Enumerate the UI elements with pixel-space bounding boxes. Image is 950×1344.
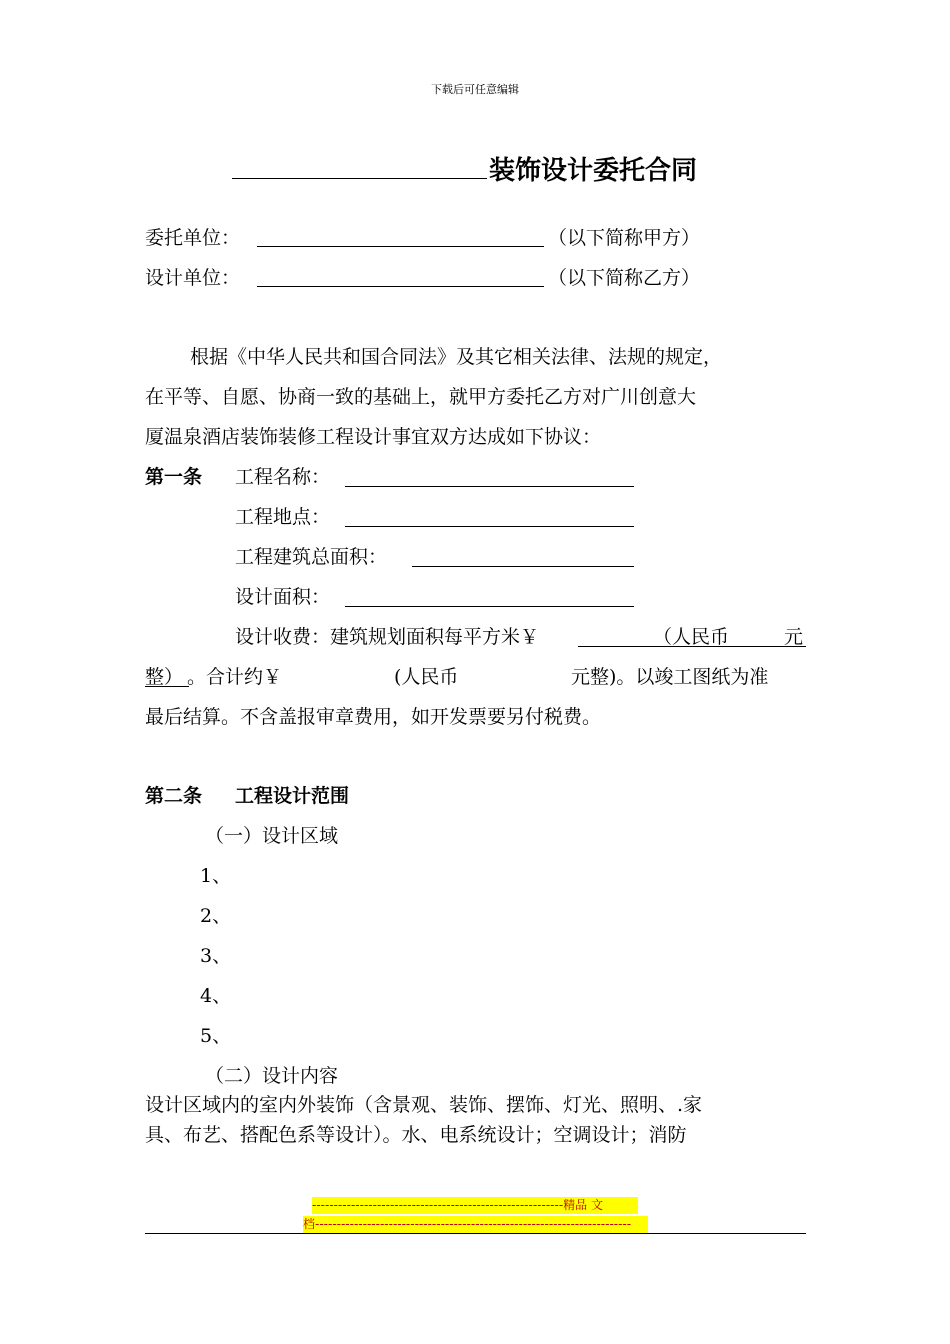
project-location-label: 工程地点： — [235, 506, 331, 528]
client-label: 委托单位： — [145, 227, 241, 249]
content-line-2: 具、布艺、搭配色系等设计）。水、电系统设计；空调设计；消防 — [145, 1124, 687, 1146]
total-area-label: 工程建筑总面积： — [235, 546, 388, 568]
fee-line-2-rmb: (人民币 — [394, 666, 459, 688]
area-item: 1、 — [200, 865, 232, 887]
design-area-blank — [345, 606, 634, 607]
project-name-label: 工程名称： — [235, 466, 331, 488]
fee-line-2-end: 元整)。以竣工图纸为准 — [571, 666, 769, 688]
content-line-1: 设计区域内的室内外装饰（含景观、装饰、摆饰、灯光、照明、.家 — [145, 1094, 703, 1116]
footer-highlight-line-2: 档------------------------------------------------------------------------- — [303, 1216, 648, 1233]
area-item: 5、 — [200, 1025, 232, 1047]
footer-highlight-line-1: ----------------------------------------------------------精品 文 — [312, 1197, 638, 1214]
title-blank-line — [232, 178, 487, 179]
designer-blank — [257, 286, 544, 287]
footer-rule — [145, 1233, 806, 1234]
designer-suffix: （以下简称乙方） — [548, 267, 701, 289]
area-item: 3、 — [200, 945, 232, 967]
fee-line-3: 最后结算。不含盖报审章费用，如开发票要另付税费。 — [145, 706, 602, 728]
total-area-blank — [412, 566, 634, 567]
area-item: 4、 — [200, 985, 232, 1007]
article-2-heading: 第二条 — [145, 785, 203, 807]
fee-line-1: 设计收费：建筑规划面积每平方米￥ — [235, 626, 540, 648]
fee-line-2-mid: 。合计约￥ — [187, 666, 283, 688]
fee-rmb: （人民币 — [653, 626, 730, 648]
section-1-title: （一）设计区域 — [205, 825, 339, 847]
fee-line-2-start: 整） — [145, 666, 184, 688]
intro-line-2: 在平等、自愿、协商一致的基础上，就甲方委托乙方对广川创意大 — [145, 386, 697, 408]
article-2-subject: 工程设计范围 — [235, 785, 350, 807]
page-header-note: 下载后可任意编辑 — [431, 83, 519, 96]
client-blank — [257, 246, 544, 247]
intro-line-3: 厦温泉酒店装饰装修工程设计事宜双方达成如下协议： — [145, 426, 602, 448]
section-2-title: （二）设计内容 — [205, 1065, 339, 1087]
intro-line-1: 根据《中华人民共和国合同法》及其它相关法律、法规的规定， — [190, 346, 723, 368]
client-suffix: （以下简称甲方） — [548, 227, 701, 249]
article-1-heading: 第一条 — [145, 466, 203, 488]
area-item: 2、 — [200, 905, 232, 927]
design-area-label: 设计面积： — [235, 586, 331, 608]
document-title: 装饰设计委托合同 — [489, 156, 698, 186]
project-location-blank — [345, 526, 634, 527]
fee-yuan: 元 — [784, 626, 804, 648]
fee-underline-2 — [145, 686, 189, 687]
designer-label: 设计单位： — [145, 267, 241, 289]
project-name-blank — [345, 486, 634, 487]
